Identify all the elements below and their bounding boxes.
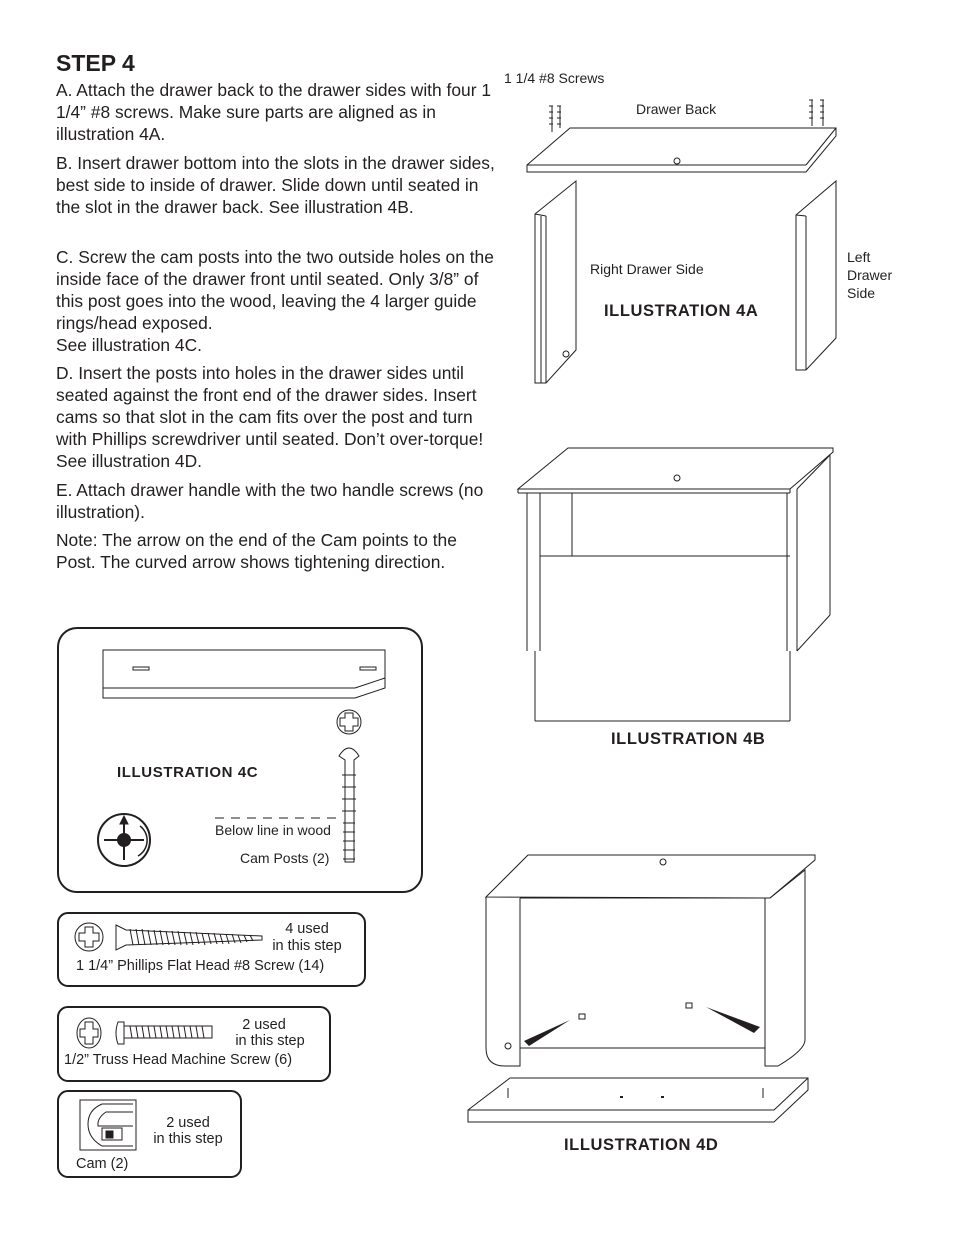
drawer-back-label: Drawer Back	[636, 101, 717, 117]
cam-name: Cam (2)	[76, 1156, 129, 1172]
left-drawer-side-label-3: Side	[847, 285, 876, 301]
left-drawer-side-label-2: Drawer	[847, 267, 893, 283]
instruction-d: D. Insert the posts into holes in the drawer sides until seated against the front end of the drawer sides. Insert cams so that slot in the cam fits over the post and turn with Phillips screwdriver until seated. Don’t over-torque! See illustration 4D.	[56, 363, 484, 471]
illustration-4b-caption: ILLUSTRATION 4B	[611, 730, 766, 748]
cam-used-step: in this step	[153, 1131, 223, 1147]
left-drawer-side-label-1: Left	[847, 249, 871, 265]
cam-posts-label: Cam Posts (2)	[240, 850, 330, 866]
truss-head-screw-name: 1/2” Truss Head Machine Screw (6)	[64, 1052, 293, 1068]
illustration-4c-caption: ILLUSTRATION 4C	[117, 764, 259, 781]
assembly-note: Note: The arrow on the end of the Cam points to the Post. The curved arrow shows tightening direction.	[56, 530, 457, 572]
step-title: STEP 4	[56, 50, 135, 76]
right-drawer-side-label: Right Drawer Side	[590, 261, 704, 277]
instruction-b: B. Insert drawer bottom into the slots in the drawer sides, best side to inside of drawer. Slide down until seated in the slot in the drawer back. See illustration 4B.	[56, 153, 495, 217]
screws-label: 1 1/4 #8 Screws	[504, 70, 605, 86]
cam-used: 2 used	[166, 1115, 210, 1131]
flat-head-used: 4 used	[285, 921, 329, 937]
instruction-e: E. Attach drawer handle with the two handle screws (no illustration).	[56, 480, 484, 522]
flat-head-screw-name: 1 1/4” Phillips Flat Head #8 Screw (14)	[76, 958, 325, 974]
instruction-c-see: See illustration 4C.	[56, 335, 202, 355]
illustration-4d-caption: ILLUSTRATION 4D	[564, 1136, 719, 1154]
illustration-4a-caption: ILLUSTRATION 4A	[604, 302, 759, 320]
flat-head-used-step: in this step	[272, 938, 342, 954]
below-line-label: Below line in wood	[215, 822, 331, 838]
instruction-a: A. Attach the drawer back to the drawer sides with four 1 1/4” #8 screws. Make sure parts are aligned as in illustration 4A.	[56, 80, 491, 144]
truss-head-used-step: in this step	[235, 1033, 305, 1049]
truss-head-used: 2 used	[242, 1017, 286, 1033]
instruction-c: C. Screw the cam posts into the two outside holes on the inside face of the drawer front until seated. Only 3/8” of this post goes into the wood, leaving the 4 larger guide rings/head exposed.	[56, 247, 494, 333]
